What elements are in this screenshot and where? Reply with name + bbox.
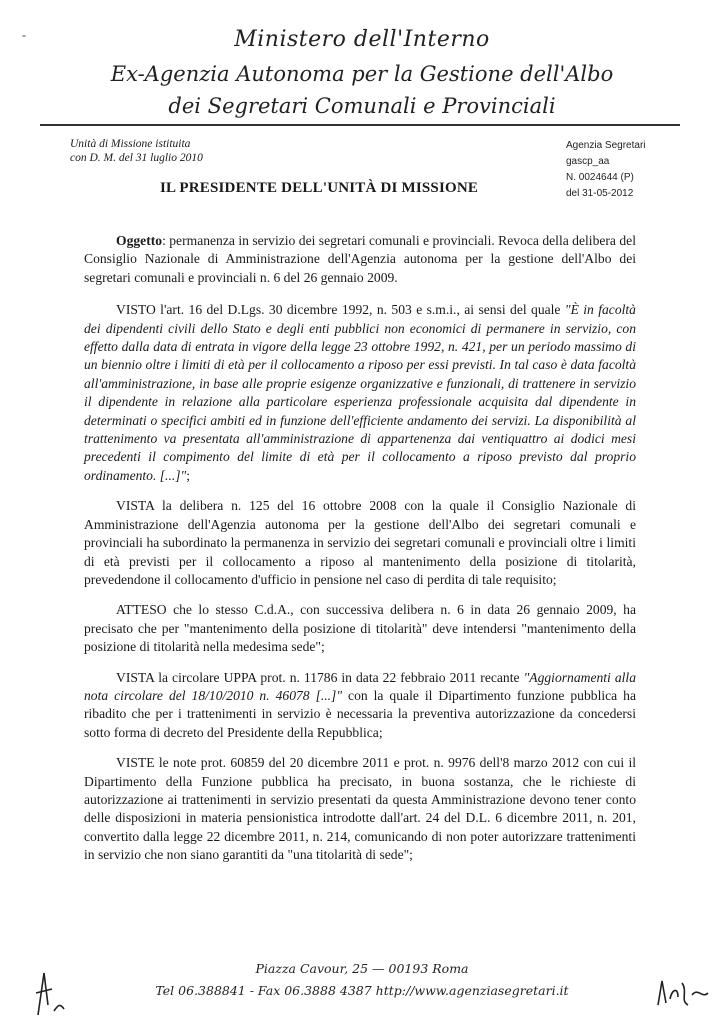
- unit-info-line1: Unità di Missione istituita: [70, 138, 191, 150]
- protocol-agency: Agenzia Segretari: [566, 140, 646, 151]
- subject-paragraph: [84, 232, 636, 287]
- protocol-number: N. 0024644 (P): [566, 172, 634, 183]
- footer-contacts: Tel 06.388841 - Fax 06.3888 4387 http://www.agenziasegretari.it: [155, 983, 569, 998]
- paragraph-visto: [84, 301, 636, 485]
- letterhead: [0, 26, 724, 122]
- paragraph-vista-circolare: [84, 669, 636, 743]
- letterhead-secretaries: dei Segretari Comunali e Provinciali: [168, 94, 556, 118]
- paragraph-atteso: ATTESO che lo stesso C.d.A., con successiva delibera n. 6 in data 26 gennaio 2009, ha precisato che per "mantenimento della posizione di titolarità" deve intendersi "mantenimento della posizione di titolarità nella medesima sede";: [84, 602, 636, 655]
- unit-info: [70, 137, 203, 165]
- paragraph-visto-quote: "È in facoltà dei dipendenti civili dello Stato e degli enti pubblici non economici di permanere in servizio, con effetto dalla data di entrata in vigore della legge 23 ottobre 1992, n. 421, per un periodo massimo di un biennio oltre i limiti di età per il collocamento a riposo per essi previsti. In tal caso è data facoltà all'amministrazione, in base alle proprie esigenze organizzative e funzionali, di trattenere in servizio il dipendente in relazione alla particolare esperienza professionale acquisita dal dipendente in determinati o specifici ambiti ed in funzione dell'efficiente andamento dei servizi. La disponibilità al trattenimento va presentata all'amministrazione di appartenenza dai ventiquattro ai dodici mesi precedenti il compimento del limite di età per il collocamento a riposo previsto dal proprio ordinamento. [...]": [84, 302, 636, 483]
- letterhead-ministry: Ministero dell'Interno: [234, 27, 490, 52]
- protocol-code: gascp_aa: [566, 156, 610, 167]
- letterhead-agency: Ex-Agenzia Autonoma per la Gestione dell'Albo: [110, 62, 614, 86]
- right-initials-signature: [652, 975, 712, 1010]
- protocol-date: del 31-05-2012: [566, 188, 634, 199]
- subject-label: Oggetto: [116, 233, 163, 248]
- footer: [0, 958, 724, 1002]
- footer-address: Piazza Cavour, 25 — 00193 Roma: [255, 961, 469, 976]
- paragraph-vista-delibera: VISTA la delibera n. 125 del 16 ottobre 2008 con la quale il Consiglio Nazionale di Amministrazione dell'Agenzia autonoma per la gestione dell'Albo dei segretari comunali e provinciali ha subordinato la permanenza in servizio dei segretari comunali e provinciali oltre i limiti di età previsti per il collocamento a riposo al mantenimento della posizione di titolarità, prevedendone il collocamento d'ufficio in pensione nel caso di perdita di tale requisito;: [84, 498, 636, 587]
- header-divider: [40, 124, 680, 126]
- subject-text: : permanenza in servizio dei segretari comunali e provinciali. Revoca della delibera del Consiglio Nazionale di Amministrazione dell'Agenzia autonoma per la gestione dell'Albo dei segretari comunali e provinciali n. 6 del 26 gennaio 2009.: [84, 233, 636, 285]
- protocol-stamp: [566, 138, 646, 202]
- paragraph-vista-circolare-quote: "Aggiornamenti alla nota circolare del 18/10/2010 n. 46078 [...]": [84, 669, 636, 703]
- paragraph-visto-tail: ;: [186, 467, 191, 483]
- document-title: IL PRESIDENTE DELL'UNITÀ DI MISSIONE: [160, 180, 479, 196]
- paragraph-viste-note: VISTE le note prot. 60859 del 20 dicembre 2011 e prot. n. 9976 dell'8 marzo 2012 con cui il Dipartimento della Funzione pubblica ha precisato, in buona sostanza, che le richieste di autorizzazione ai trattenimenti in servizio presentati da questa Amministrazione devono tener conto delle disposizioni in materia pensionistica introdotte dall'art. 24 del D.L. 6 dicembre 2011, n. 201, convertito dalla legge 22 dicembre 2011, n. 214, comunicando di non poter autorizzare trattenimenti in servizio che non siano garantiti da "una titolarità di sede";: [84, 755, 636, 863]
- paragraph-vista-circolare-lead: VISTA la circolare UPPA prot. n. 11786 in data 22 febbraio 2011 recante: [116, 669, 524, 685]
- document-body: [84, 232, 636, 877]
- paragraph-visto-lead: VISTO l'art. 16 del D.Lgs. 30 dicembre 1992, n. 503 e s.m.i., ai sensi del quale: [116, 302, 565, 318]
- unit-info-line2: con D. M. del 31 luglio 2010: [70, 152, 203, 164]
- margin-mark: -: [22, 28, 26, 42]
- paragraph-vista-circolare-tail: con la quale il Dipartimento funzione pubblica ha ribadito che per i trattenimenti in servizio è necessaria la preventiva autorizzazione da concedersi sotto forma di decreto del Presidente della Repubblica;: [84, 687, 637, 740]
